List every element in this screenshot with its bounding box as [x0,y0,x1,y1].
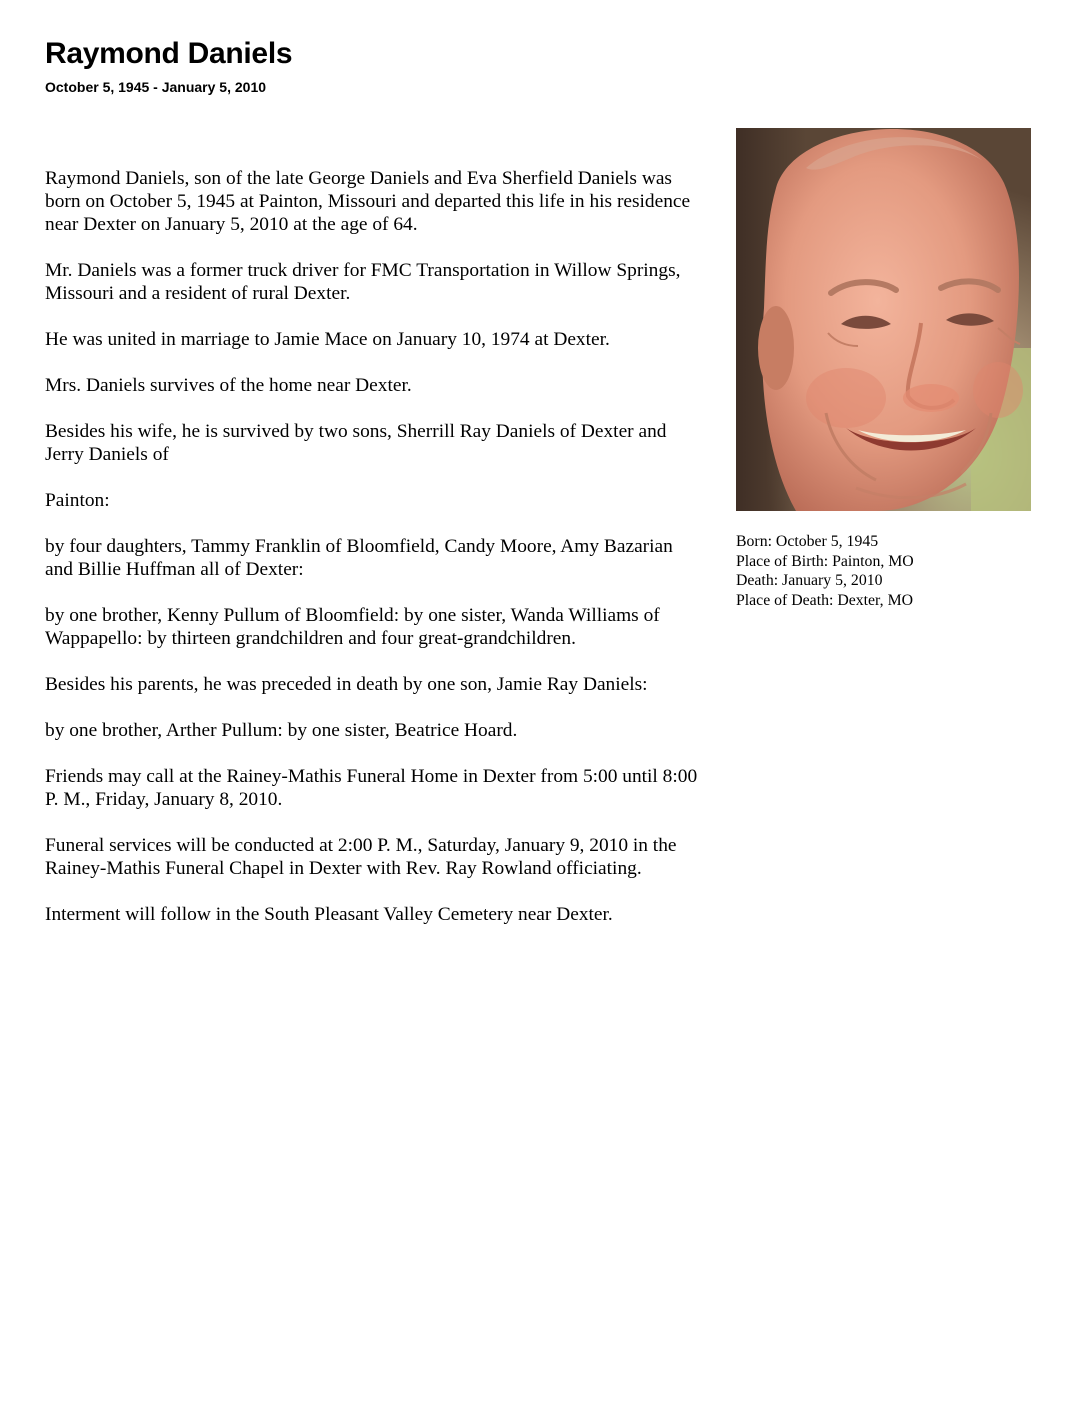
obituary-paragraph: by one brother, Arther Pullum: by one sister, Beatrice Hoard. [45,720,518,741]
vital-facts [736,532,1066,610]
obituary-paragraph: Besides his wife, he is survived by two sons, Sherrill Ray Daniels of Dexter and Jerry Daniels of [45,421,667,465]
obituary-paragraph: Painton: [45,490,110,511]
place-of-birth: Place of Birth: Painton, MO [736,552,914,570]
obituary-paragraph: Raymond Daniels, son of the late George Daniels and Eva Sherfield Daniels was born on October 5, 1945 at Painton, Missouri and departed this life in his residence near Dexter on January 5, 2010 at the age of 64. [45,168,691,235]
obituary-paragraph: Funeral services will be conducted at 2:00 P. M., Saturday, January 9, 2010 in the Rainey-Mathis Funeral Chapel in Dexter with Rev. Ray Rowland officiating. [45,835,677,879]
born-date: Born: October 5, 1945 [736,533,879,550]
obituary-paragraph: Interment will follow in the South Pleasant Valley Cemetery near Dexter. [45,904,613,925]
portrait-photo [736,128,1031,511]
life-dates: October 5, 1945 - January 5, 2010 [45,79,267,95]
place-of-death: Place of Death: Dexter, MO [736,591,914,609]
obituary-paragraph: by four daughters, Tammy Franklin of Bloomfield, Candy Moore, Amy Bazarian and Billie Huffman all of Dexter: [45,536,673,580]
obituary-paragraph: Mr. Daniels was a former truck driver for FMC Transportation in Willow Springs, Missouri and a resident of rural Dexter. [45,260,681,304]
obituary-paragraph: Mrs. Daniels survives of the home near Dexter. [45,375,412,396]
death-date: Death: January 5, 2010 [736,572,883,589]
obituary-paragraph: Besides his parents, he was preceded in death by one son, Jamie Ray Daniels: [45,674,648,695]
obituary-paragraph: by one brother, Kenny Pullum of Bloomfield: by one sister, Wanda Williams of Wappapello: by thirteen grandchildren and four great-grandchildren. [45,605,660,649]
obituary-text [45,167,705,949]
obituary-paragraph: He was united in marriage to Jamie Mace on January 10, 1974 at Dexter. [45,329,610,350]
deceased-name: Raymond Daniels [45,37,293,70]
obituary-paragraph: Friends may call at the Rainey-Mathis Funeral Home in Dexter from 5:00 until 8:00 P. M., Friday, January 8, 2010. [45,766,698,810]
